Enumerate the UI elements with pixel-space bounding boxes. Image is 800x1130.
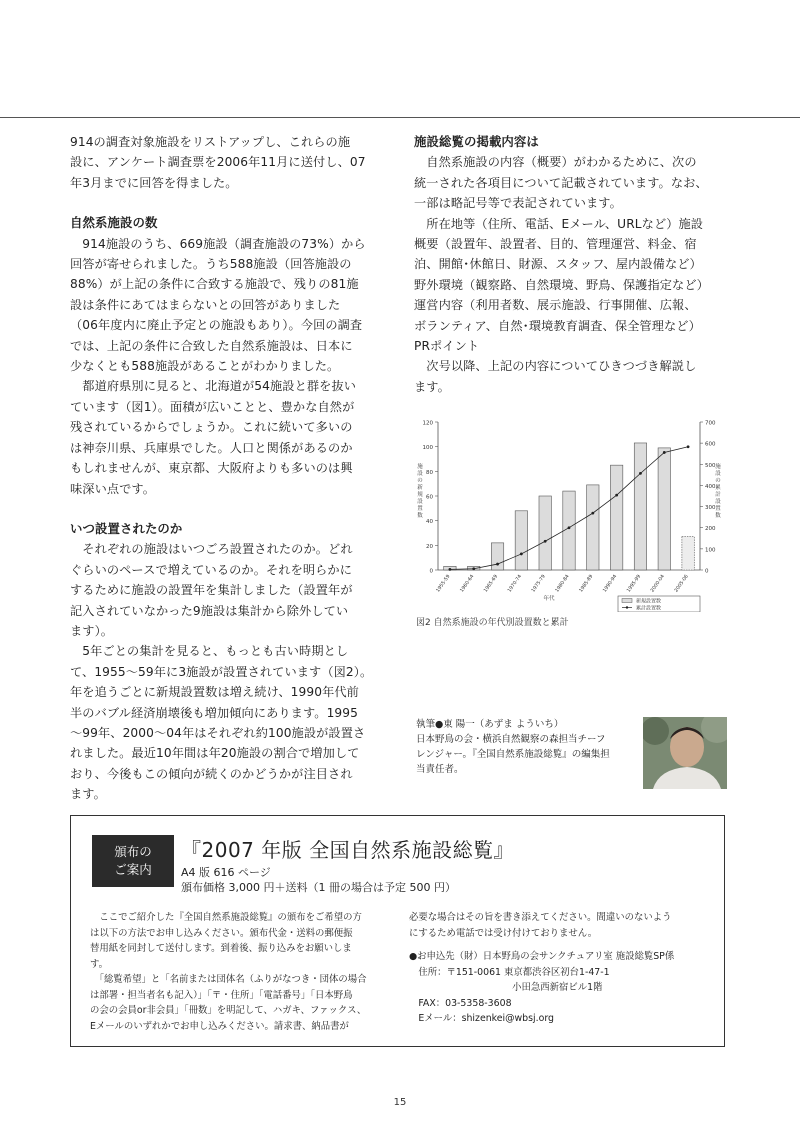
bar <box>634 443 646 570</box>
x-tick-label: 1980-84 <box>555 574 571 594</box>
paragraph: 914施設のうち、669施設（調査施設の73%）から 回答が寄せられました。うち588施設（回答施設の 88%）が上記の条件に合致する施設で、残りの81施 設は条件にあてはまらないとの回答がありました （06年度内に廃止予定との施設もあり）。今回の調査 では、上記の条件に合致した自然系施設は、日本に 少なくとも588施設があることがわかりました。 <box>70 236 366 374</box>
right-tick-label: 500 <box>705 462 716 469</box>
left-axis-label: 設 <box>417 499 423 505</box>
right-tick-label: 100 <box>705 547 716 554</box>
x-tick-label: 1975-79 <box>531 574 547 594</box>
x-tick-label: 1965-69 <box>483 574 500 594</box>
right-axis-label: 施 <box>715 464 721 470</box>
chart-svg <box>414 412 724 612</box>
legend-line-marker <box>626 606 628 608</box>
right-axis-label: 計 <box>715 492 721 498</box>
chart-caption: 図2 自然系施設の年代別設置数と累計 <box>416 618 569 628</box>
right-axis-label: 数 <box>715 513 721 519</box>
cumulative-point <box>663 451 666 454</box>
paragraph: 自然系施設の内容（概要）がわかるために、次の 統一された各項目について記載されています。なお、 一部は略記号等で表記されています。 <box>414 155 708 211</box>
publication-price: 頒布価格 3,000 円＋送料（1 冊の場合は予定 500 円） <box>181 881 456 894</box>
paragraph: ここでご紹介した『全国自然系施設総覧』の頒布をご希望の方 は以下の方法でお申し込みください。頒布代金・送料の郵便振 替用紙を同封して送付します。到着後、振り込みをお願いしま す。 <box>90 912 362 970</box>
x-tick-label: 1990-94 <box>602 574 619 594</box>
paragraph: 必要な場合はその旨を書き添えてください。間違いのないよう にするため電話では受け付けておりません。 <box>409 912 672 939</box>
paragraph: 都道府県別に見ると、北海道が54施設と群を抜い ています（図1）。面積が広いことと、豊かな自然が 残されているからでしょうか。これに続いて多いの は神奈川県、兵庫県でした。人口と関係があるのか もしれませんが、東京都、大阪府よりも多いのは興 味深い点です。 <box>70 379 357 496</box>
author-bio: 日本野鳥の会・横浜自然観察の森担当チーフ レンジャー。『全国自然系施設総覧』の編集担 当責任者。 <box>416 734 610 775</box>
left-tick-label: 0 <box>429 568 433 575</box>
section-heading-contents: 施設総覧の掲載内容は <box>414 134 539 149</box>
right-axis-label: 設 <box>715 471 721 477</box>
right-axis-label: の <box>715 478 721 484</box>
author-photo <box>643 717 727 789</box>
left-axis-label: 施 <box>417 464 423 470</box>
right-tick-label: 600 <box>705 441 716 448</box>
left-column <box>70 132 388 805</box>
author-block <box>416 717 636 777</box>
x-tick-label: 1970-74 <box>507 574 524 594</box>
cumulative-point <box>544 540 547 543</box>
right-column <box>414 132 736 397</box>
right-tick-label: 200 <box>705 526 716 533</box>
left-axis-label: の <box>417 478 423 484</box>
legend-line-label: 累計設置数 <box>636 605 662 612</box>
publication-details <box>181 865 456 895</box>
left-axis-label: 新 <box>417 485 423 491</box>
bar <box>682 537 694 570</box>
x-axis-label: 年代 <box>543 596 555 602</box>
cumulative-point <box>639 472 642 475</box>
bar <box>539 496 551 570</box>
left-tick-label: 80 <box>426 469 433 476</box>
cumulative-point <box>520 553 523 556</box>
bar <box>491 543 503 570</box>
x-tick-label: 1985-89 <box>578 574 595 594</box>
distribution-notice-box <box>70 815 725 1047</box>
right-tick-label: 0 <box>705 568 709 575</box>
paragraph: 「総覧希望」と「名前または団体名（ふりがなつき・団体の場合 は部署・担当者名も記入）」「〒・住所」「電話番号」「日本野鳥 の会の会員or非会員」「冊数」を明記して、ハガキ、ファックス、 Eメールのいずれかでお申し込みください。請求書、納品書が <box>90 974 367 1032</box>
contact-address: ●お申込先（財）日本野鳥の会サンクチュアリ室 施設総覧SP係 住所：〒151-0061 東京都渋谷区初台1-47-1 小田急西新宿ビル1階 FAX：03-5358-3608 Eメール：shizenkei@wbsj.org <box>409 951 675 1024</box>
establishment-chart <box>414 412 724 612</box>
author-name: 執筆●東 陽一（あずま よういち） <box>416 719 564 730</box>
left-tick-label: 20 <box>426 543 433 550</box>
x-tick-label: 1960-64 <box>459 574 476 594</box>
right-tick-label: 300 <box>705 505 716 512</box>
distribution-label: 頒布の ご案内 <box>92 835 174 887</box>
bar <box>515 511 527 570</box>
left-tick-label: 100 <box>422 445 433 452</box>
left-axis-label: 設 <box>417 471 423 477</box>
cumulative-point <box>615 494 618 497</box>
paragraph: それぞれの施設はいつごろ設置されたのか。どれ ぐらいのペースで増えているのか。それを明らかに するために施設の設置年を集計しました（設置年が 記入されていなかった9施設は集計から除外してい ます）。 <box>70 542 353 638</box>
left-axis-label: 規 <box>417 492 423 498</box>
cumulative-point <box>496 563 499 566</box>
x-tick-label: 1955-59 <box>435 574 452 594</box>
bar <box>658 448 670 570</box>
x-tick-label: 2005-06 <box>674 574 690 594</box>
order-contact <box>409 910 709 1027</box>
paragraph: 5年ごとの集計を見ると、もっとも古い時期とし て、1955〜59年に3施設が設置されています（図2）。 年を追うごとに新規設置数は増え続け、1990年代前 半のバブル経済崩壊後も増加傾向にあります。1995 〜99年、2000〜04年はそれぞれ約100施設が設置さ れました。最近10年間は年20施設の割合で増加して おり、今後もこの傾向が続くのかどうかが注目され ます。 <box>70 644 373 802</box>
bar <box>610 465 622 570</box>
cumulative-point <box>687 445 690 448</box>
right-axis-label: 累 <box>715 485 721 491</box>
page-number: 15 <box>393 1097 407 1108</box>
left-tick-label: 60 <box>426 494 433 501</box>
right-axis-label: 置 <box>715 506 721 512</box>
paragraph: 次号以降、上記の内容についてひきつづき解説し ます。 <box>414 359 697 394</box>
section-heading-when-established: いつ設置されたのか <box>70 520 183 536</box>
cumulative-point <box>591 512 594 515</box>
x-tick-label: 2000-04 <box>650 574 666 594</box>
left-axis-label: 置 <box>417 506 423 512</box>
left-tick-label: 120 <box>422 420 433 427</box>
section-heading-facility-count: 自然系施設の数 <box>70 215 158 231</box>
cumulative-point <box>449 568 452 571</box>
legend-bar-swatch <box>622 599 632 603</box>
publication-spec: A4 版 616 ページ <box>181 866 271 879</box>
cumulative-point <box>472 567 475 570</box>
paragraph: 所在地等（住所、電話、Eメール、URLなど）施設 概要（設置年、設置者、目的、管理運営、料金、宿 泊、開館･休館日、財源、スタッフ、屋内設備など） 野外環境（観察路、自然環境、野鳥、保護指定など） 運営内容（利用者数、展示施設、行事開催、広報、 ボランティア、自然･環境教育調査、保全管理など） PRポイント <box>414 216 709 354</box>
legend-bar-label: 新規設置数 <box>636 598 662 605</box>
publication-title: 『2007 年版 全国自然系施設総覧』 <box>181 838 515 862</box>
left-axis-label: 数 <box>417 513 423 519</box>
author-photo-image <box>643 717 727 789</box>
bar <box>587 485 599 570</box>
right-axis-label: 設 <box>715 499 721 505</box>
left-tick-label: 40 <box>426 519 433 526</box>
right-tick-label: 400 <box>705 483 716 490</box>
order-instructions <box>90 910 386 1034</box>
cumulative-point <box>568 526 571 529</box>
header-rule <box>0 117 800 118</box>
intro-paragraph: 914の調査対象施設をリストアップし、これらの施 設に、アンケート調査票を2006年11月に送付し、07 年3月までに回答を得ました。 <box>70 135 366 190</box>
x-tick-label: 1995-99 <box>626 574 643 594</box>
right-tick-label: 700 <box>705 420 716 427</box>
